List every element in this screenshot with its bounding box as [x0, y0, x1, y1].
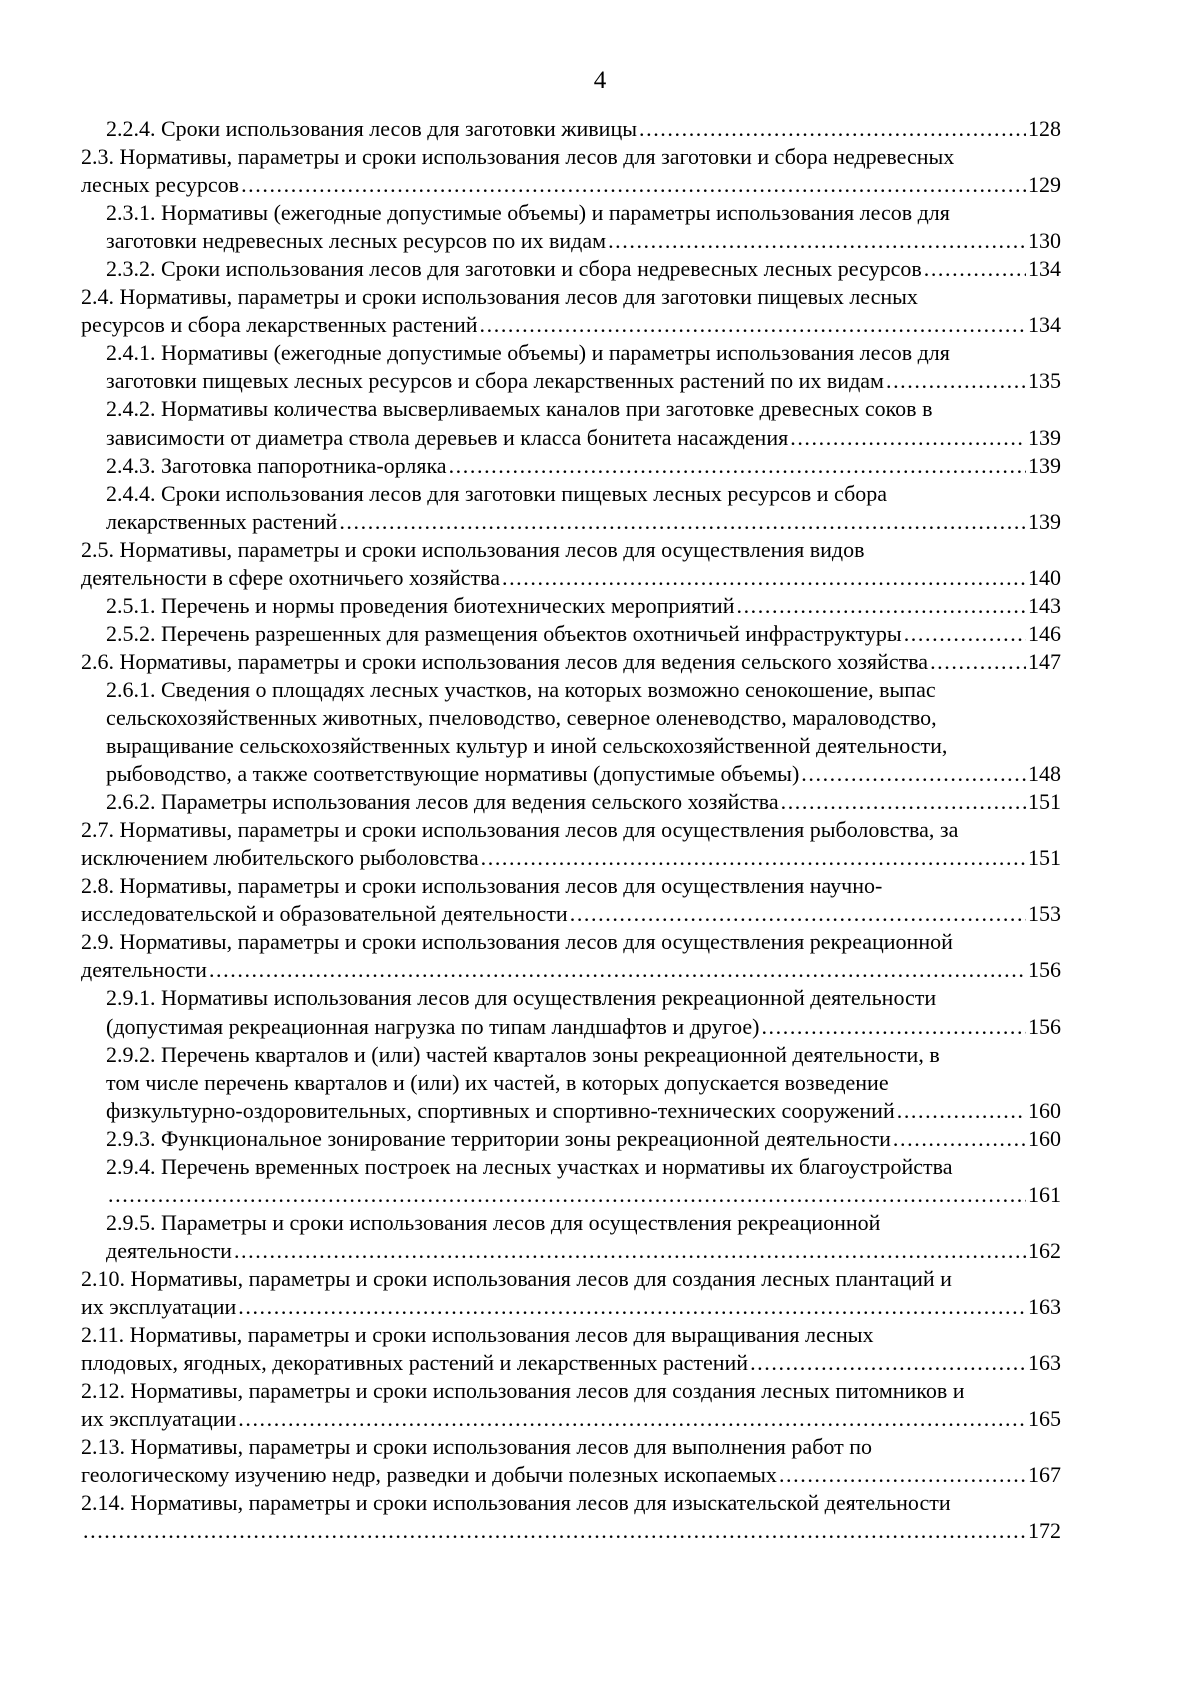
dot-leader: [930, 648, 1026, 676]
dot-leader: [750, 1349, 1026, 1377]
dot-leader: [801, 760, 1026, 788]
toc-entry-title: их эксплуатации: [81, 1406, 237, 1432]
toc-page-number: 139: [1028, 508, 1061, 534]
toc-entry-last-line: [81, 1405, 1061, 1433]
toc-entry-title: (допустимая рекреационная нагрузка по типам ландшафтов и другое): [106, 1013, 760, 1039]
toc-entry[interactable]: [81, 283, 1061, 339]
toc-entry-line: 2.5. Нормативы, параметры и сроки использования лесов для осуществления видов: [81, 536, 865, 562]
toc-entry-last-line: [106, 1181, 1061, 1209]
toc-entry[interactable]: [81, 255, 1061, 283]
toc-page-number: 147: [1028, 648, 1061, 674]
toc-page-number: 161: [1028, 1181, 1061, 1207]
toc-entry-line: 2.4. Нормативы, параметры и сроки использования лесов для заготовки пищевых лесных: [81, 284, 918, 310]
toc-entry-title: 2.6.2. Параметры использования лесов для ведения сельского хозяйства: [106, 789, 779, 815]
toc-entry-title: рыбоводство, а также соответствующие нормативы (допустимые объемы): [106, 761, 800, 787]
toc-entry-line: 2.7. Нормативы, параметры и сроки использования лесов для осуществления рыболовства, за: [81, 817, 959, 843]
toc-entry-last-line: [106, 592, 1061, 620]
toc-entry-last-line: [106, 115, 1061, 143]
toc-entry-title: их эксплуатации: [81, 1293, 237, 1319]
dot-leader: [238, 1293, 1026, 1321]
toc-page-number: 163: [1028, 1350, 1061, 1376]
toc-entry-line: 2.10. Нормативы, параметры и сроки использования лесов для создания лесных плантаций и: [81, 1265, 952, 1291]
dot-leader: [904, 620, 1026, 648]
toc-entry[interactable]: [81, 1041, 1061, 1125]
toc-entry-title: исключением любительского рыболовства: [81, 845, 479, 871]
toc-entry-title: 2.5.1. Перечень и нормы проведения биотехнических мероприятий: [106, 592, 735, 618]
dot-leader: [781, 788, 1026, 816]
toc-page-number: 153: [1028, 901, 1061, 927]
dot-leader: [570, 900, 1026, 928]
toc-entry[interactable]: [81, 199, 1061, 255]
toc-entry-title: 2.4.3. Заготовка папоротника-орляка: [106, 452, 447, 478]
toc-entry-title: заготовки недревесных лесных ресурсов по их видам: [106, 228, 607, 254]
toc-page-number: 151: [1028, 789, 1061, 815]
toc-entry-line: 2.9.5. Параметры и сроки использования лесов для осуществления рекреационной: [106, 1209, 881, 1235]
toc-entry[interactable]: [81, 1489, 1061, 1545]
toc-page-number: 160: [1028, 1125, 1061, 1151]
toc-page-number: 143: [1028, 592, 1061, 618]
toc-entry-title: плодовых, ягодных, декоративных растений и лекарственных растений: [81, 1350, 749, 1376]
toc-entry[interactable]: [81, 452, 1061, 480]
toc-entry-last-line: [106, 424, 1061, 452]
toc-entry-last-line: [81, 311, 1061, 339]
toc-entry-title: исследовательской и образовательной деятельности: [81, 901, 568, 927]
dot-leader: [83, 1517, 1026, 1545]
toc-entry-title: геологическому изучению недр, разведки и добычи полезных ископаемых: [81, 1462, 777, 1488]
toc-entry[interactable]: [81, 620, 1061, 648]
dot-leader: [897, 1097, 1026, 1125]
toc-entry-line: сельскохозяйственных животных, пчеловодство, северное оленеводство, мараловодство,: [106, 704, 937, 730]
toc-entry-last-line: [106, 760, 1061, 788]
toc-entry-line: 2.9.4. Перечень временных построек на лесных участках и нормативы их благоустройства: [106, 1153, 953, 1179]
dot-leader: [234, 1237, 1026, 1265]
toc-entry-last-line: [106, 367, 1061, 395]
toc-entry[interactable]: [81, 788, 1061, 816]
toc-entry-line: 2.9.2. Перечень кварталов и (или) частей кварталов зоны рекреационной деятельности, в: [106, 1041, 940, 1067]
toc-entry-last-line: [106, 1237, 1061, 1265]
toc-entry-title: 2.3.2. Сроки использования лесов для заготовки и сбора недревесных лесных ресурсов: [106, 256, 922, 282]
toc-entry[interactable]: [81, 143, 1061, 199]
toc-entry[interactable]: [81, 1433, 1061, 1489]
toc-entry[interactable]: [81, 592, 1061, 620]
toc-entry-last-line: [81, 564, 1061, 592]
toc-entry-line: 2.4.1. Нормативы (ежегодные допустимые объемы) и параметры использования лесов для: [106, 340, 950, 366]
toc-page-number: 172: [1028, 1518, 1061, 1544]
dot-leader: [502, 564, 1026, 592]
toc-entry[interactable]: [81, 1153, 1061, 1209]
dot-leader: [893, 1125, 1026, 1153]
toc-entry[interactable]: [81, 115, 1061, 143]
toc-entry-title: 2.6. Нормативы, параметры и сроки использования лесов для ведения сельского хозяйства: [81, 648, 929, 674]
toc-page-number: 165: [1028, 1406, 1061, 1432]
toc-entry-title: зависимости от диаметра ствола деревьев и класса бонитета насаждения: [106, 424, 789, 450]
toc-entry-line: 2.3. Нормативы, параметры и сроки использования лесов для заготовки и сбора недревесных: [81, 144, 955, 170]
toc-entry-line: 2.11. Нормативы, параметры и сроки использования лесов для выращивания лесных: [81, 1322, 874, 1348]
toc-entry-last-line: [81, 1461, 1061, 1489]
toc-entry[interactable]: [81, 1265, 1061, 1321]
toc-entry-title: 2.2.4. Сроки использования лесов для заготовки живицы: [106, 116, 637, 141]
toc-page-number: 160: [1028, 1097, 1061, 1123]
toc-entry[interactable]: [81, 395, 1061, 451]
toc-page-number: 156: [1028, 1013, 1061, 1039]
toc-entry-title: деятельности: [81, 957, 207, 983]
dot-leader: [241, 171, 1026, 199]
toc-page-number: 129: [1028, 172, 1061, 198]
toc-entry-title: 2.5.2. Перечень разрешенных для размещения объектов охотничьей инфраструктуры: [106, 620, 902, 646]
toc-entry-line: выращивание сельскохозяйственных культур и иной сельскохозяйственной деятельности,: [106, 733, 948, 759]
toc-entry[interactable]: [81, 1125, 1061, 1153]
toc-entry-title: заготовки пищевых лесных ресурсов и сбора лекарственных растений по их видам: [106, 368, 884, 394]
toc-entry-last-line: [81, 1293, 1061, 1321]
toc-entry-title: лесных ресурсов: [81, 172, 240, 198]
toc-entry-last-line: [81, 648, 1061, 676]
toc-entry-last-line: [106, 1125, 1061, 1153]
toc-entry-title: лекарственных растений: [106, 508, 338, 534]
toc-page-number: 139: [1028, 424, 1061, 450]
toc-page-number: 162: [1028, 1237, 1061, 1263]
toc-page-number: 130: [1028, 228, 1061, 254]
toc-entry[interactable]: [81, 984, 1061, 1040]
toc-entry[interactable]: [81, 872, 1061, 928]
dot-leader: [790, 424, 1026, 452]
toc-entry-last-line: [106, 452, 1061, 480]
toc-entry-line: 2.13. Нормативы, параметры и сроки использования лесов для выполнения работ по: [81, 1434, 872, 1460]
toc-entry[interactable]: [81, 1377, 1061, 1433]
toc-entry-line: том числе перечень кварталов и (или) их частей, в которых допускается возведение: [106, 1069, 889, 1095]
toc-entry-last-line: [106, 508, 1061, 536]
toc-entry-line: 2.3.1. Нормативы (ежегодные допустимые объемы) и параметры использования лесов для: [106, 200, 950, 226]
dot-leader: [924, 255, 1026, 283]
toc-page-number: 128: [1028, 116, 1061, 141]
dot-leader: [639, 115, 1026, 143]
dot-leader: [480, 311, 1026, 339]
toc-entry-last-line: [106, 1013, 1061, 1041]
toc-entry-line: 2.9.1. Нормативы использования лесов для осуществления рекреационной деятельности: [106, 985, 937, 1011]
dot-leader: [608, 227, 1026, 255]
toc-entry-last-line: [81, 1517, 1061, 1545]
toc-entry-title: физкультурно-оздоровительных, спортивных и спортивно-технических сооружений: [106, 1097, 895, 1123]
toc-entry-last-line: [81, 171, 1061, 199]
toc-page-number: 134: [1028, 256, 1061, 282]
toc-entry-line: 2.14. Нормативы, параметры и сроки использования лесов для изыскательской деятельности: [81, 1490, 951, 1516]
dot-leader: [886, 367, 1026, 395]
toc-entry-title: деятельности в сфере охотничьего хозяйства: [81, 564, 500, 590]
table-of-contents: [81, 115, 1061, 1545]
toc-page-number: 140: [1028, 564, 1061, 590]
toc-entry-last-line: [106, 788, 1061, 816]
toc-entry-line: 2.8. Нормативы, параметры и сроки использования лесов для осуществления научно-: [81, 873, 883, 899]
dot-leader: [779, 1461, 1026, 1489]
toc-entry-last-line: [81, 1349, 1061, 1377]
toc-page-number: 148: [1028, 761, 1061, 787]
dot-leader: [238, 1405, 1026, 1433]
toc-entry-last-line: [106, 620, 1061, 648]
toc-entry[interactable]: [81, 480, 1061, 536]
toc-entry[interactable]: [81, 536, 1061, 592]
toc-entry-line: 2.12. Нормативы, параметры и сроки использования лесов для создания лесных питомников и: [81, 1378, 965, 1404]
toc-entry[interactable]: [81, 676, 1061, 788]
toc-entry[interactable]: [81, 1209, 1061, 1265]
toc-entry[interactable]: [81, 648, 1061, 676]
toc-page-number: 146: [1028, 620, 1061, 646]
toc-entry-last-line: [81, 956, 1061, 984]
toc-entry-last-line: [106, 227, 1061, 255]
toc-entry-line: 2.4.2. Нормативы количества высверливаемых каналов при заготовке древесных соков в: [106, 396, 933, 422]
toc-entry-title: 2.9.3. Функциональное зонирование территории зоны рекреационной деятельности: [106, 1125, 891, 1151]
toc-entry[interactable]: [81, 1321, 1061, 1377]
dot-leader: [736, 592, 1026, 620]
toc-entry-title: ресурсов и сбора лекарственных растений: [81, 312, 478, 338]
dot-leader: [481, 844, 1026, 872]
dot-leader: [209, 956, 1026, 984]
dot-leader: [108, 1181, 1026, 1209]
toc-entry-last-line: [106, 1097, 1061, 1125]
dot-leader: [339, 508, 1026, 536]
toc-entry-last-line: [81, 900, 1061, 928]
toc-page-number: 139: [1028, 452, 1061, 478]
toc-page-number: 151: [1028, 845, 1061, 871]
toc-page-number: 134: [1028, 312, 1061, 338]
toc-entry[interactable]: [81, 339, 1061, 395]
toc-entry[interactable]: [81, 928, 1061, 984]
toc-entry-last-line: [106, 255, 1061, 283]
toc-page-number: 156: [1028, 957, 1061, 983]
toc-page-number: 167: [1028, 1462, 1061, 1488]
toc-entry-line: 2.6.1. Сведения о площадях лесных участков, на которых возможно сенокошение, выпас: [106, 676, 936, 702]
toc-entry-last-line: [81, 844, 1061, 872]
toc-entry-line: 2.4.4. Сроки использования лесов для заготовки пищевых лесных ресурсов и сбора: [106, 480, 888, 506]
dot-leader: [761, 1013, 1026, 1041]
page-number: 4: [593, 67, 607, 94]
toc-page-number: 163: [1028, 1293, 1061, 1319]
toc-entry[interactable]: [81, 816, 1061, 872]
toc-page-number: 135: [1028, 368, 1061, 394]
dot-leader: [449, 452, 1026, 480]
toc-entry-line: 2.9. Нормативы, параметры и сроки использования лесов для осуществления рекреационной: [81, 929, 953, 955]
toc-entry-title: деятельности: [106, 1237, 232, 1263]
